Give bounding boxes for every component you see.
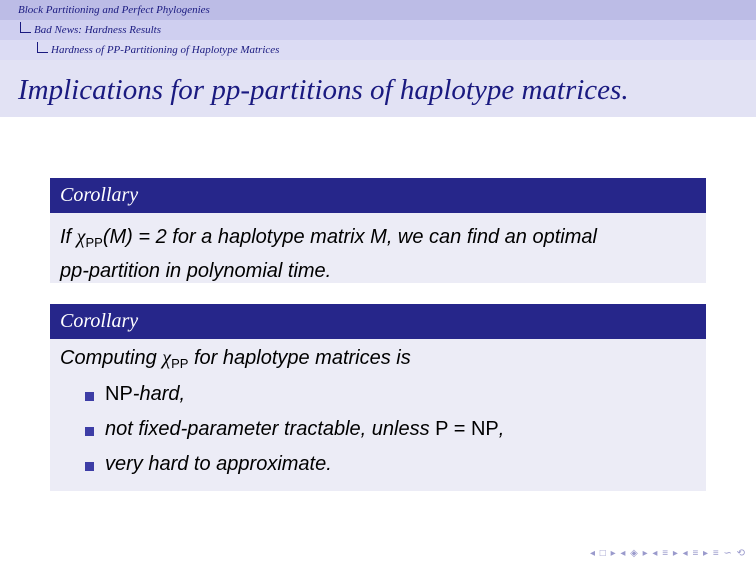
np-term: NP (105, 383, 133, 405)
breadcrumb-section-label[interactable]: Block Partitioning and Perfect Phylogenies (18, 4, 210, 16)
text-fragment: for haplotype matrices is (188, 347, 411, 369)
frame-title-bar (0, 60, 756, 117)
beamer-navigation-icons[interactable]: ◂ □ ▸ ◂ ◈ ▸ ◂ ≡ ▸ ◂ ≡ ▸ ≡ ∽ ⟲ (589, 548, 746, 559)
corollary-block-1 (50, 178, 706, 283)
breadcrumb-subsubsection[interactable] (0, 40, 756, 60)
square-bullet-icon (85, 392, 94, 401)
text-fragment: not fixed-parameter tractable, unless (105, 418, 436, 440)
text-fragment: (M) = 2 for a haplotype matrix M, we can find an optimal (102, 226, 597, 248)
breadcrumb-subsubsection-label[interactable]: Hardness of PP-Partitioning of Haplotype Matrices (51, 44, 280, 56)
chi-symbol: χ (162, 347, 172, 369)
tree-branch-icon (37, 42, 48, 53)
list-item (105, 418, 504, 441)
list-item (105, 453, 332, 476)
tree-branch-icon (20, 22, 31, 33)
corollary-body (50, 339, 706, 491)
corollary-heading: Corollary (50, 304, 706, 339)
text-fragment: very hard to approximate. (105, 453, 332, 475)
pp-subscript: PP (171, 356, 189, 371)
breadcrumb-subsection-label[interactable]: Bad News: Hardness Results (34, 24, 162, 36)
text-fragment: , (498, 418, 505, 440)
corollary-intro (60, 347, 411, 371)
text-fragment: -hard, (132, 383, 186, 405)
frame-title: Implications for pp-partitions of haplotype matrices. (18, 74, 629, 106)
text-fragment: If (60, 226, 77, 248)
breadcrumb-subsection[interactable] (0, 20, 756, 40)
p-equals-np: P = NP (435, 418, 499, 440)
square-bullet-icon (85, 462, 94, 471)
corollary-body (50, 213, 706, 283)
chi-symbol: χ (76, 226, 86, 248)
corollary-heading: Corollary (50, 178, 706, 213)
corollary-block-2 (50, 304, 706, 491)
list-item (105, 383, 185, 406)
corollary-line-1 (60, 223, 696, 257)
text-fragment: Computing (60, 347, 163, 369)
pp-subscript: PP (85, 235, 103, 250)
square-bullet-icon (85, 427, 94, 436)
breadcrumb-section[interactable] (0, 0, 756, 20)
corollary-line-2: pp-partition in polynomial time. (60, 260, 332, 282)
